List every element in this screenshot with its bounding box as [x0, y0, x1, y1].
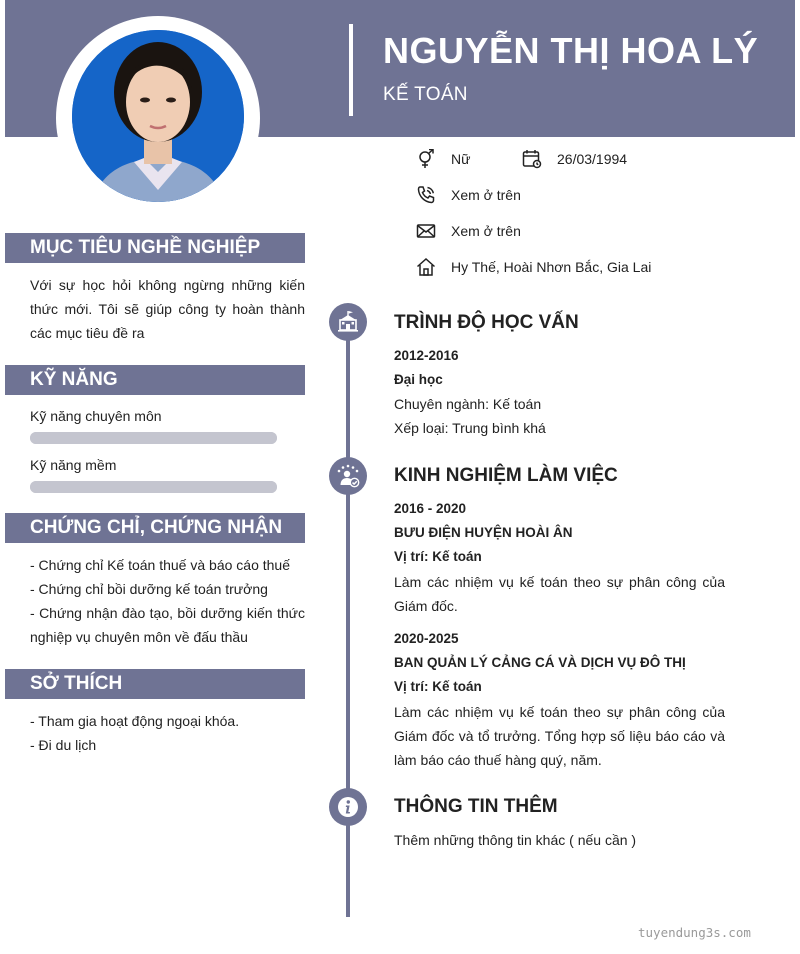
watermark: tuyendung3s.com [638, 925, 751, 940]
job-position: Vị trí: Kế toán [394, 679, 482, 694]
header-divider [349, 24, 353, 116]
job-description: Làm các nhiệm vụ kế toán theo sự phân công của Giám đốc. [394, 574, 725, 614]
education-major: Chuyên ngành: Kế toán [394, 396, 542, 412]
phone-value: Xem ở trên [451, 187, 521, 203]
education-grade: Xếp loại: Trung bình khá [394, 420, 546, 436]
certificate-item: - Chứng chỉ bồi dưỡng kế toán trưởng [30, 581, 268, 597]
job-title: KẾ TOÁN [383, 84, 468, 105]
experience-heading: KINH NGHIỆM LÀM VIỆC [394, 465, 618, 486]
skill-bar-soft [30, 481, 277, 493]
timeline-line [346, 320, 350, 917]
skill-label-professional: Kỹ năng chuyên môn [30, 408, 162, 424]
skill-fill-soft [30, 481, 277, 493]
gender-icon [415, 148, 437, 170]
skills-heading: KỸ NĂNG [5, 365, 305, 395]
phone-row [415, 184, 521, 206]
email-value: Xem ở trên [451, 223, 521, 239]
certificates-list [30, 553, 305, 649]
birthdate-value: 26/03/1994 [557, 151, 628, 167]
job-description: Làm các nhiệm vụ kế toán theo sự phân công của Giám đốc và tổ trưởng. Tổng hợp số liệu báo cáo và làm báo cáo thuế hàng quý, năm. [394, 704, 725, 768]
hobby-item: - Đi du lịch [30, 737, 97, 753]
education-period: 2012-2016 [394, 348, 459, 363]
envelope-icon [415, 220, 437, 242]
hobbies-list [30, 709, 305, 757]
job-period: 2016 - 2020 [394, 501, 467, 516]
education-heading: TRÌNH ĐỘ HỌC VẤN [394, 312, 579, 333]
phone-icon [415, 184, 437, 206]
skill-bar-professional [30, 432, 277, 444]
email-row [415, 220, 521, 242]
objective-text: Với sự học hỏi không ngừng những kiến thức mới. Tôi sẽ giúp công ty hoàn thành các mục tiêu đề ra [30, 277, 305, 341]
certificate-item: - Chứng nhận đào tạo, bồi dưỡng kiến thức nghiệp vụ chuyên môn về đấu thầu [30, 605, 305, 645]
additional-text: Thêm những thông tin khác ( nếu cần ) [394, 832, 637, 848]
education-degree: Đại học [394, 372, 443, 387]
certificates-heading: CHỨNG CHỈ, CHỨNG NHẬN [5, 513, 305, 543]
gender-value: Nữ [451, 151, 471, 167]
profile-photo [72, 30, 244, 202]
job-period: 2020-2025 [394, 631, 459, 646]
team-icon [329, 457, 367, 495]
calendar-icon [521, 148, 543, 170]
skill-fill-professional [30, 432, 277, 444]
additional-heading: THÔNG TIN THÊM [394, 796, 558, 817]
hobby-item: - Tham gia hoạt động ngoại khóa. [30, 713, 240, 729]
home-icon [415, 256, 437, 278]
job-company: BAN QUẢN LÝ CẢNG CÁ VÀ DỊCH VỤ ĐÔ THỊ [394, 655, 686, 670]
job-position: Vị trí: Kế toán [394, 549, 482, 564]
certificate-item: - Chứng chỉ Kế toán thuế và báo cáo thuế [30, 557, 290, 573]
address-value: Hy Thế, Hoài Nhơn Bắc, Gia Lai [451, 259, 652, 275]
candidate-name: NGUYỄN THỊ HOA LÝ [383, 30, 759, 71]
hobbies-heading: SỞ THÍCH [5, 669, 305, 699]
job-company: BƯU ĐIỆN HUYỆN HOÀI ÂN [394, 525, 573, 540]
birthdate-row [521, 148, 627, 170]
objective-heading: MỤC TIÊU NGHỀ NGHIỆP [5, 233, 305, 263]
gender-row [415, 148, 470, 170]
address-row [415, 256, 651, 278]
skill-label-soft: Kỹ năng mềm [30, 457, 117, 473]
school-icon [329, 303, 367, 341]
info-icon [329, 788, 367, 826]
